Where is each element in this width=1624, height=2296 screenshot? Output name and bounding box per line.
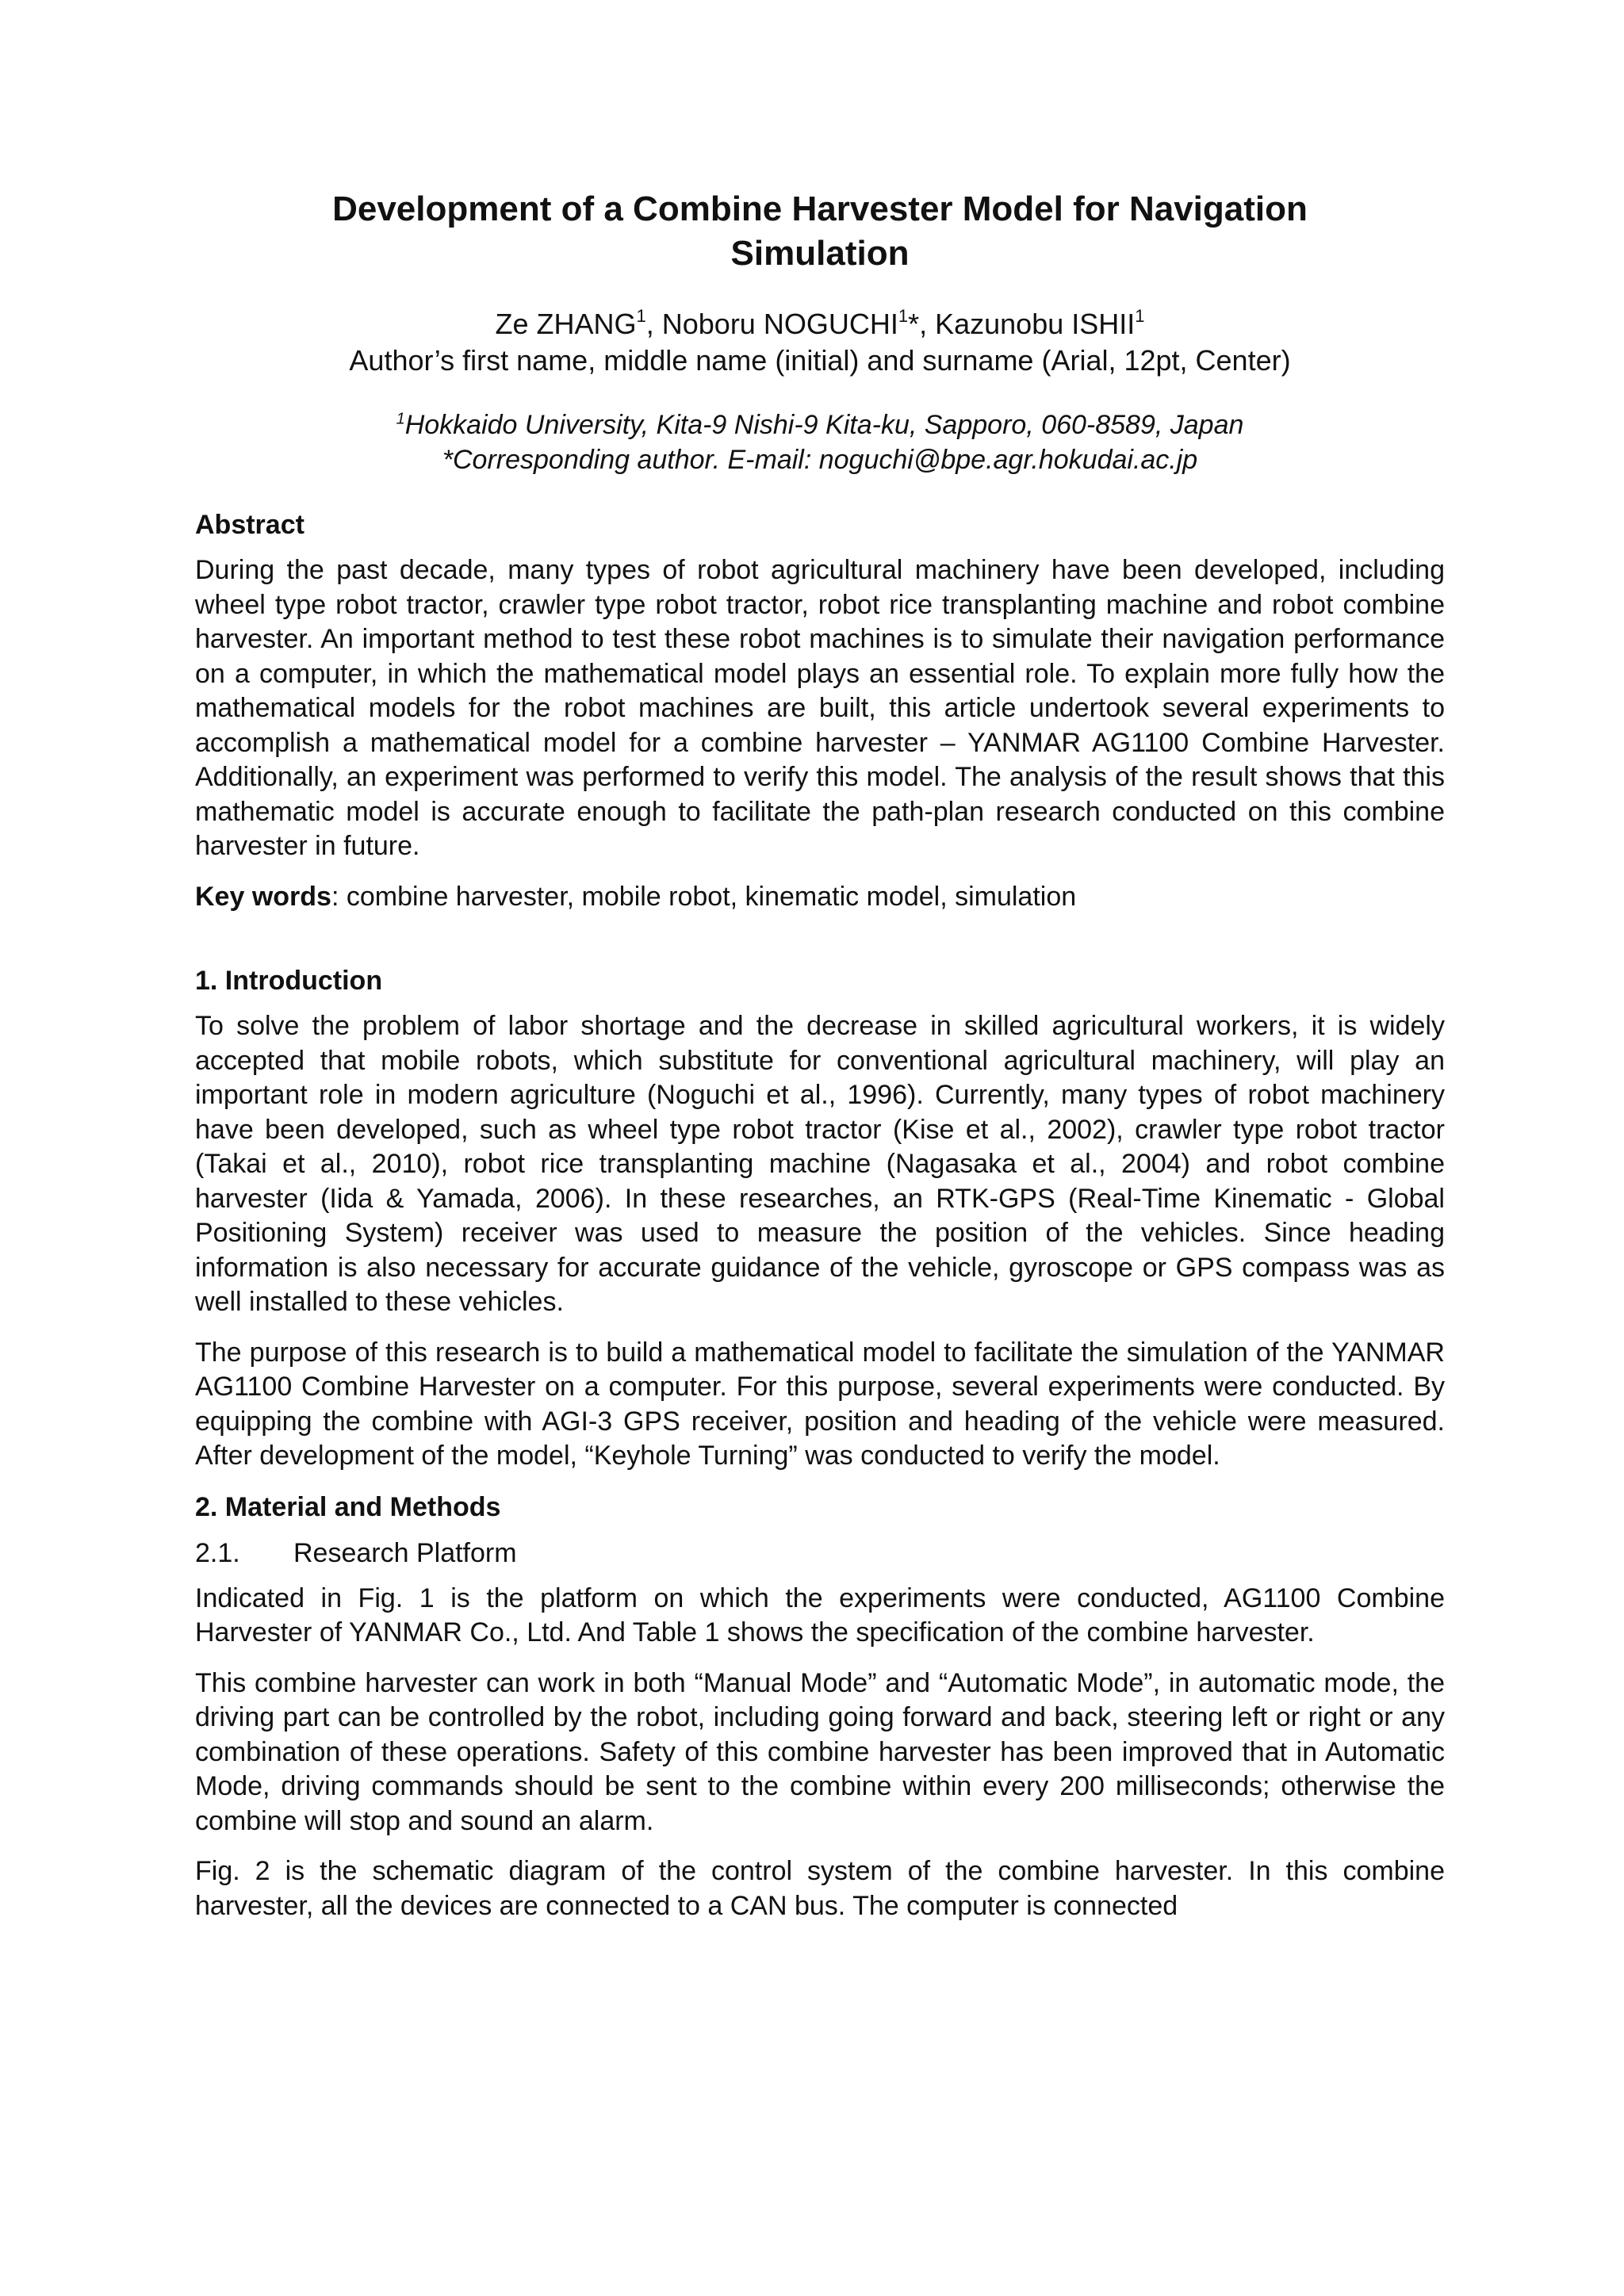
author-affil-mark: 1: [636, 306, 646, 326]
methods-paragraph-2: This combine harvester can work in both “Manual Mode” and “Automatic Mode”, in automatic mode, the driving part can be controlled by the robot, including going forward and back, steering left or right or any combination of these operations. Safety of this combine harvester has been improved that in Automatic Mode, driving commands should be sent to the combine within every 200 milliseconds; otherwise the combine will stop and sound an alarm.: [195, 1667, 1445, 1836]
author-affil-mark: 1: [1135, 306, 1145, 326]
abstract-heading: Abstract: [195, 510, 304, 540]
keywords-text: : combine harvester, mobile robot, kinematic model, simulation: [331, 881, 1077, 912]
keywords-label: Key words: [195, 881, 331, 912]
subsection-number: 2.1.: [195, 1537, 240, 1568]
affiliation-mark: 1: [396, 410, 405, 428]
paper-body: [195, 187, 1445, 1939]
subsection-heading-platform: [195, 1536, 1445, 1571]
author-list: Ze ZHANG$^1$, Noboru NOGUCHI$^1$*, Kazunobu ISHII$^1$: [495, 306, 1145, 340]
author-format-note: Author’s first name, middle name (initial) and surname (Arial, 12pt, Center): [349, 344, 1291, 377]
abstract-text: During the past decade, many types of robot agricultural machinery have been developed, including wheel type robot tractor, crawler type robot tractor, robot rice transplanting machine and robot combine harvester. An important method to test these robot machines is to simulate their navigation performance on a computer, in which the mathematical model plays an essential role. To explain more fully how the mathematical models for the robot machines are built, this article undertook several experiments to accomplish a mathematical model for a combine harvester – YANMAR AG1100 Combine Harvester. Additionally, an experiment was performed to verify this model. The analysis of the result shows that this mathematic model is accurate enough to facilitate the path-plan research conducted on this combine harvester in future.: [195, 555, 1445, 861]
section-heading-introduction: 1. Introduction: [195, 966, 383, 996]
intro-paragraph-2: The purpose of this research is to build a mathematical model to facilitate the simulation of the YANMAR AG1100 Combine Harvester on a computer. For this purpose, several experiments were conducted. By equipping the combine with AGI-3 GPS receiver, position and heading of the vehicle were measured. After development of the model, “Keyhole Turning” was conducted to verify the model.: [195, 1337, 1445, 1471]
paper-title: [195, 187, 1445, 276]
author-name: Kazunobu ISHII: [935, 308, 1136, 340]
author-name: Ze ZHANG: [495, 308, 637, 340]
affiliation-text: Hokkaido University, Kita-9 Nishi-9 Kita-ku, Sapporo, 060-8589, Japan: [404, 410, 1244, 440]
corresponding-author: *Corresponding author. E-mail: noguchi@bpe.agr.hokudai.ac.jp: [442, 445, 1198, 475]
corresponding-mark: *: [908, 308, 920, 340]
affiliation: [195, 408, 1445, 442]
keywords: [195, 880, 1445, 915]
title-line-1: Development of a Combine Harvester Model for Navigation: [332, 189, 1308, 228]
subsection-title: Research Platform: [293, 1537, 517, 1568]
methods-paragraph-1: Indicated in Fig. 1 is the platform on which the experiments were conducted, AG1100 Combine Harvester of YANMAR Co., Ltd. And Table 1 shows the specification of the combine harvester.: [195, 1582, 1445, 1647]
title-line-2: Simulation: [730, 234, 910, 273]
methods-paragraph-3: Fig. 2 is the schematic diagram of the control system of the combine harvester. In this combine harvester, all the devices are connected to a CAN bus. The computer is connected: [195, 1856, 1445, 1921]
author-affil-mark: 1: [898, 306, 909, 326]
section-heading-methods: 2. Material and Methods: [195, 1491, 501, 1522]
intro-paragraph-1: To solve the problem of labor shortage and the decrease in skilled agricultural workers, it is widely accepted that mobile robots, which substitute for conventional agricultural machinery, will play an important role in modern agriculture (Noguchi et al., 1996). Currently, many types of robot machinery have been developed, such as wheel type robot tractor (Kise et al., 2002), crawler type robot tractor (Takai et al., 2010), robot rice transplanting machine (Nagasaka et al., 2004) and robot combine harvester (Iida & Yamada, 2006). In these researches, an RTK-GPS (Real-Time Kinematic - Global Positioning System) receiver was used to measure the position of the vehicles. Since heading information is also necessary for accurate guidance of the vehicle, gyroscope or GPS compass was as well installed to these vehicles.: [195, 1011, 1445, 1317]
author-name: Noboru NOGUCHI: [661, 308, 898, 340]
